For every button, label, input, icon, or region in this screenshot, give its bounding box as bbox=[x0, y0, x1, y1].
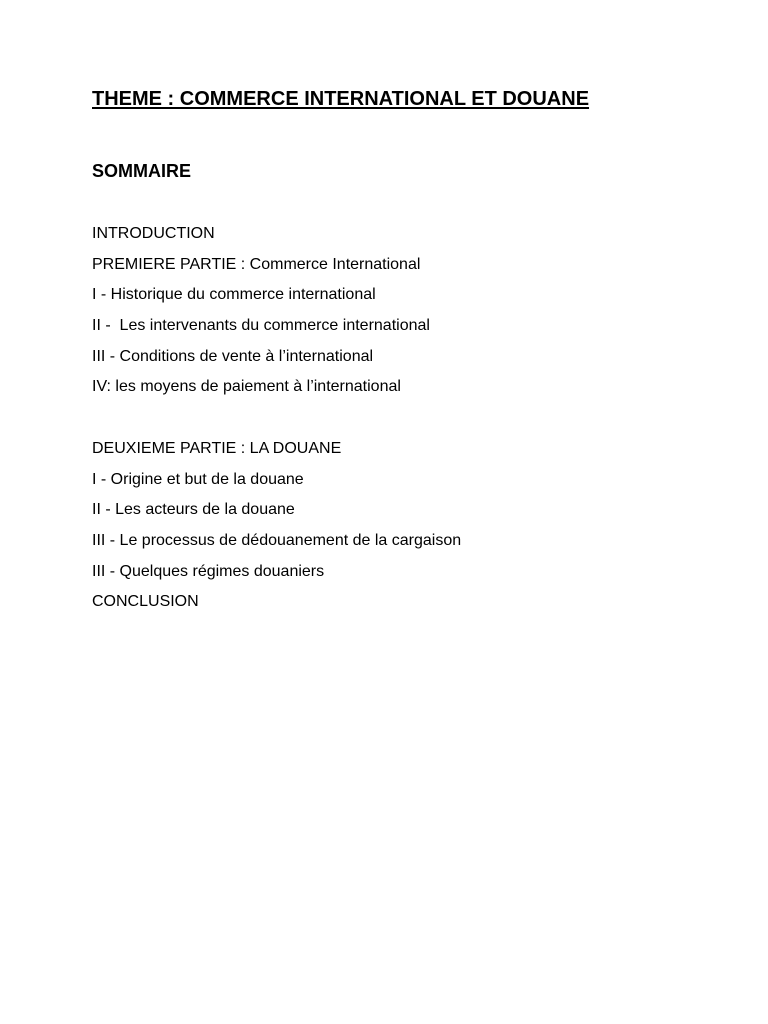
toc-part1-item: II - Les intervenants du commerce international bbox=[92, 317, 430, 335]
toc-part1-item: IV: les moyens de paiement à l’international bbox=[92, 378, 401, 396]
toc-spacer bbox=[92, 408, 461, 439]
table-of-contents bbox=[92, 224, 461, 623]
toc-part1-heading: PREMIERE PARTIE : Commerce International bbox=[92, 255, 421, 273]
summary-heading: SOMMAIRE bbox=[92, 161, 191, 181]
toc-part1-item: I - Historique du commerce international bbox=[92, 286, 376, 304]
toc-part1-item: III - Conditions de vente à l’international bbox=[92, 347, 374, 365]
toc-part2-item: III - Quelques régimes douaniers bbox=[92, 562, 325, 580]
toc-part2-item: I - Origine et but de la douane bbox=[92, 470, 304, 488]
toc-part2-heading: DEUXIEME PARTIE : LA DOUANE bbox=[92, 439, 342, 457]
document-title: THEME : COMMERCE INTERNATIONAL ET DOUANE bbox=[92, 88, 590, 110]
toc-conclusion: CONCLUSION bbox=[92, 593, 199, 611]
toc-part2-item: III - Le processus de dédouanement de la cargaison bbox=[92, 531, 462, 549]
toc-part2-item: II - Les acteurs de la douane bbox=[92, 501, 295, 519]
toc-introduction: INTRODUCTION bbox=[92, 225, 215, 242]
